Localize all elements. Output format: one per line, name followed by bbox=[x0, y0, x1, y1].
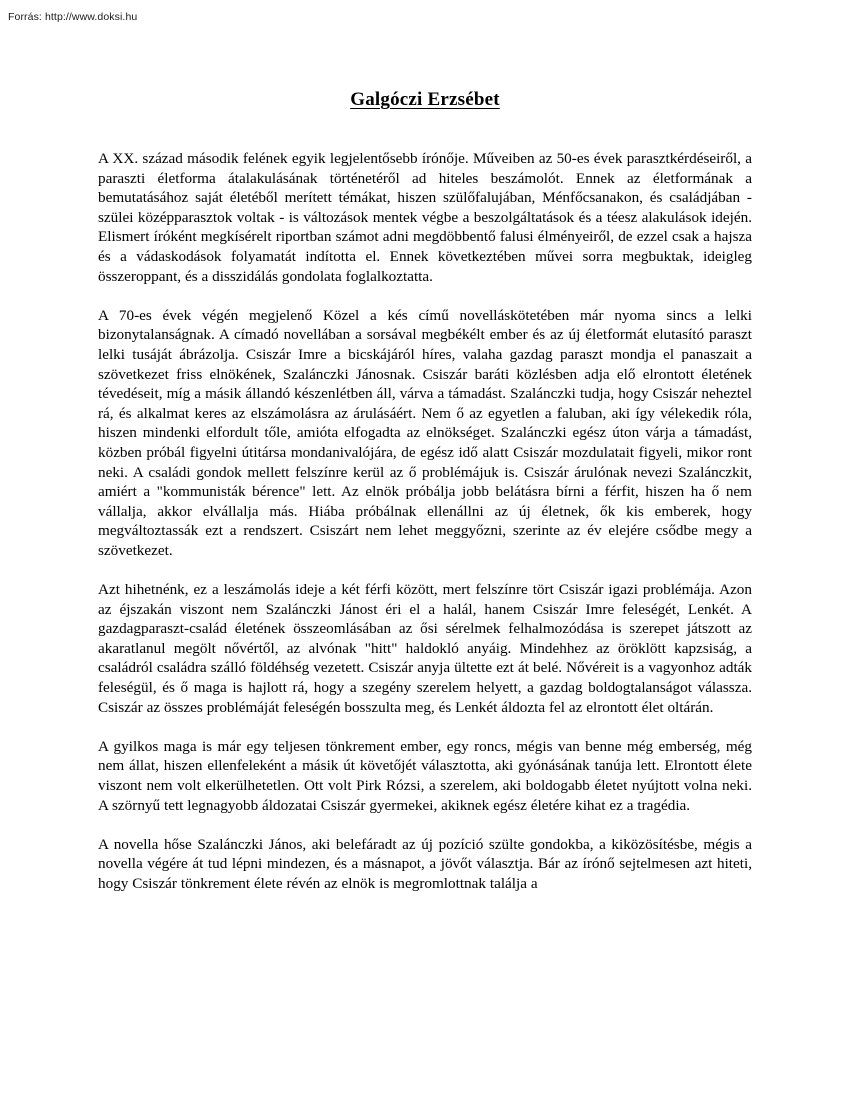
paragraph-gap bbox=[98, 560, 752, 580]
paragraph-gap bbox=[98, 286, 752, 306]
page-title bbox=[98, 88, 752, 112]
title-body-spacer bbox=[98, 112, 752, 149]
paragraph-gap bbox=[98, 815, 752, 835]
paragraph-5: A novella hőse Szalánczki János, aki belefáradt az új pozíció szülte gondokba, a kiközösítésbe, mégis a novella végére át tud lépni mindezen, és a másnapot, a jövőt választja. Bár az írónő sejtelmesen azt hiteti, hogy Csiszár tönkrement élete révén az elnök is megromlottnak találja a bbox=[98, 835, 752, 892]
paragraph-1: A XX. század második felének egyik legjelentősebb írónője. Műveiben az 50-es évek parasztkérdéseiről, a paraszti életforma átalakulásának történetéről ad hiteles beszámolót. Ennek az életformának a bemutatásához saját életéből merített témákat, hiszen szülőfalujában, Ménfőcsanakon, és családjában - szülei középparasztok voltak - is változások mentek végbe a beszolgáltatások és a téesz alakulások idején. Elismert íróként megkísérelt riportban számot adni megdöbbentő falusi élményeiről, de ezzel csak a hajsza és a vádaskodások folyamatát indította el. Ennek következtében művei sorra megbuktak, ideigleg összeroppant, és a disszidálás gondolata foglalkoztatta. bbox=[98, 150, 752, 285]
paragraph-2: A 70-es évek végén megjelenő Közel a kés című novelláskötetében már nyoma sincs a lelki bizonytalanságnak. A címadó novellában a sorsával megbékélt ember és az új életformát elutasító paraszt lelki tusáját ábrázolja. Csiszár Imre a bicskájáról híres, valaha gazdag paraszt mondja el panaszait a szövetkezet friss elnökének, Szalánczki Jánosnak. Csiszár baráti közlésben adja elő elrontott életének tévedéseit, míg a másik állandó készenlétben áll, várva a támadást. Szalánczki tudja, hogy Csiszár neheztel rá, és alkalmat keres az elszámolásra az árulásáért. Nem ő az egyetlen a faluban, aki így vélekedik róla, hiszen mindenki elfordult tőle, amióta elfogadta az elnökséget. Szalánczki egész úton várja a támadást, közben próbál figyelni útitársa mondanivalójára, de egész idő alatt Csiszár mozdulatait figyeli, mikor ront neki. A családi gondok mellett felszínre kerül az ő problémájuk is. Csiszár árulónak nevezi Szalánczkit, amiért a "kommunisták bérence" lett. Az elnök próbálja jobb belátásra bírni a férfit, hiszen ha ő nem vállalja, akkor elvállalja más. Hiába próbálnak ellenállni az új életnek, ők kis emberek, hogy megváltoztassák ezt a rendszert. Csiszárt nem lehet meggyőzni, szerinte az év elejére csődbe megy a szövetkezet. bbox=[98, 306, 752, 559]
source-watermark: Forrás: http://www.doksi.hu bbox=[8, 11, 138, 23]
page-title-text: Galgóczi Erzsébet bbox=[350, 89, 500, 110]
paragraph-gap bbox=[98, 717, 752, 737]
paragraph-3: Azt hihetnénk, ez a leszámolás ideje a két férfi között, mert felszínre tört Csiszár igazi problémája. Azon az éjszakán viszont nem Szalánczki Jánost éri el a halál, hanem Csiszár Imre feleségét, Lenkét. A gazdagparaszt-család életének összeomlásában az ősi sérelmek felhalmozódása is szerepet játszott az akaratlanul megölt nővértől, az alvónak "hitt" haldokló anyáig. Mindehhez az öröklött kapzsiság, a családról családra szálló földéhség vezetett. Csiszár anyja ültette ezt át belé. Nővéreit is a vagyonhoz adták feleségül, és ő maga is hajlott rá, hogy a szegény szerelem helyett, a gazdag boldogtalanságot válassza. Csiszár az összes problémáját feleségén bosszulta meg, és Lenkét áldozta fel az elrontott élet oltárán. bbox=[98, 581, 752, 716]
paragraph-4: A gyilkos maga is már egy teljesen tönkrement ember, egy roncs, mégis van benne még emberség, még nem állat, hiszen ellenfeleként a másik út követőjét választotta, aki gyónásának tanúja lett. Elrontott élete viszont nem volt elkerülhetetlen. Ott volt Pirk Rózsi, a szerelem, aki boldogabb életet nyújtott volna neki. A szörnyű tett legnagyobb áldozatai Csiszár gyermekei, akiknek egész életére kihat ez a tragédia. bbox=[98, 737, 752, 814]
document-body bbox=[98, 88, 752, 894]
